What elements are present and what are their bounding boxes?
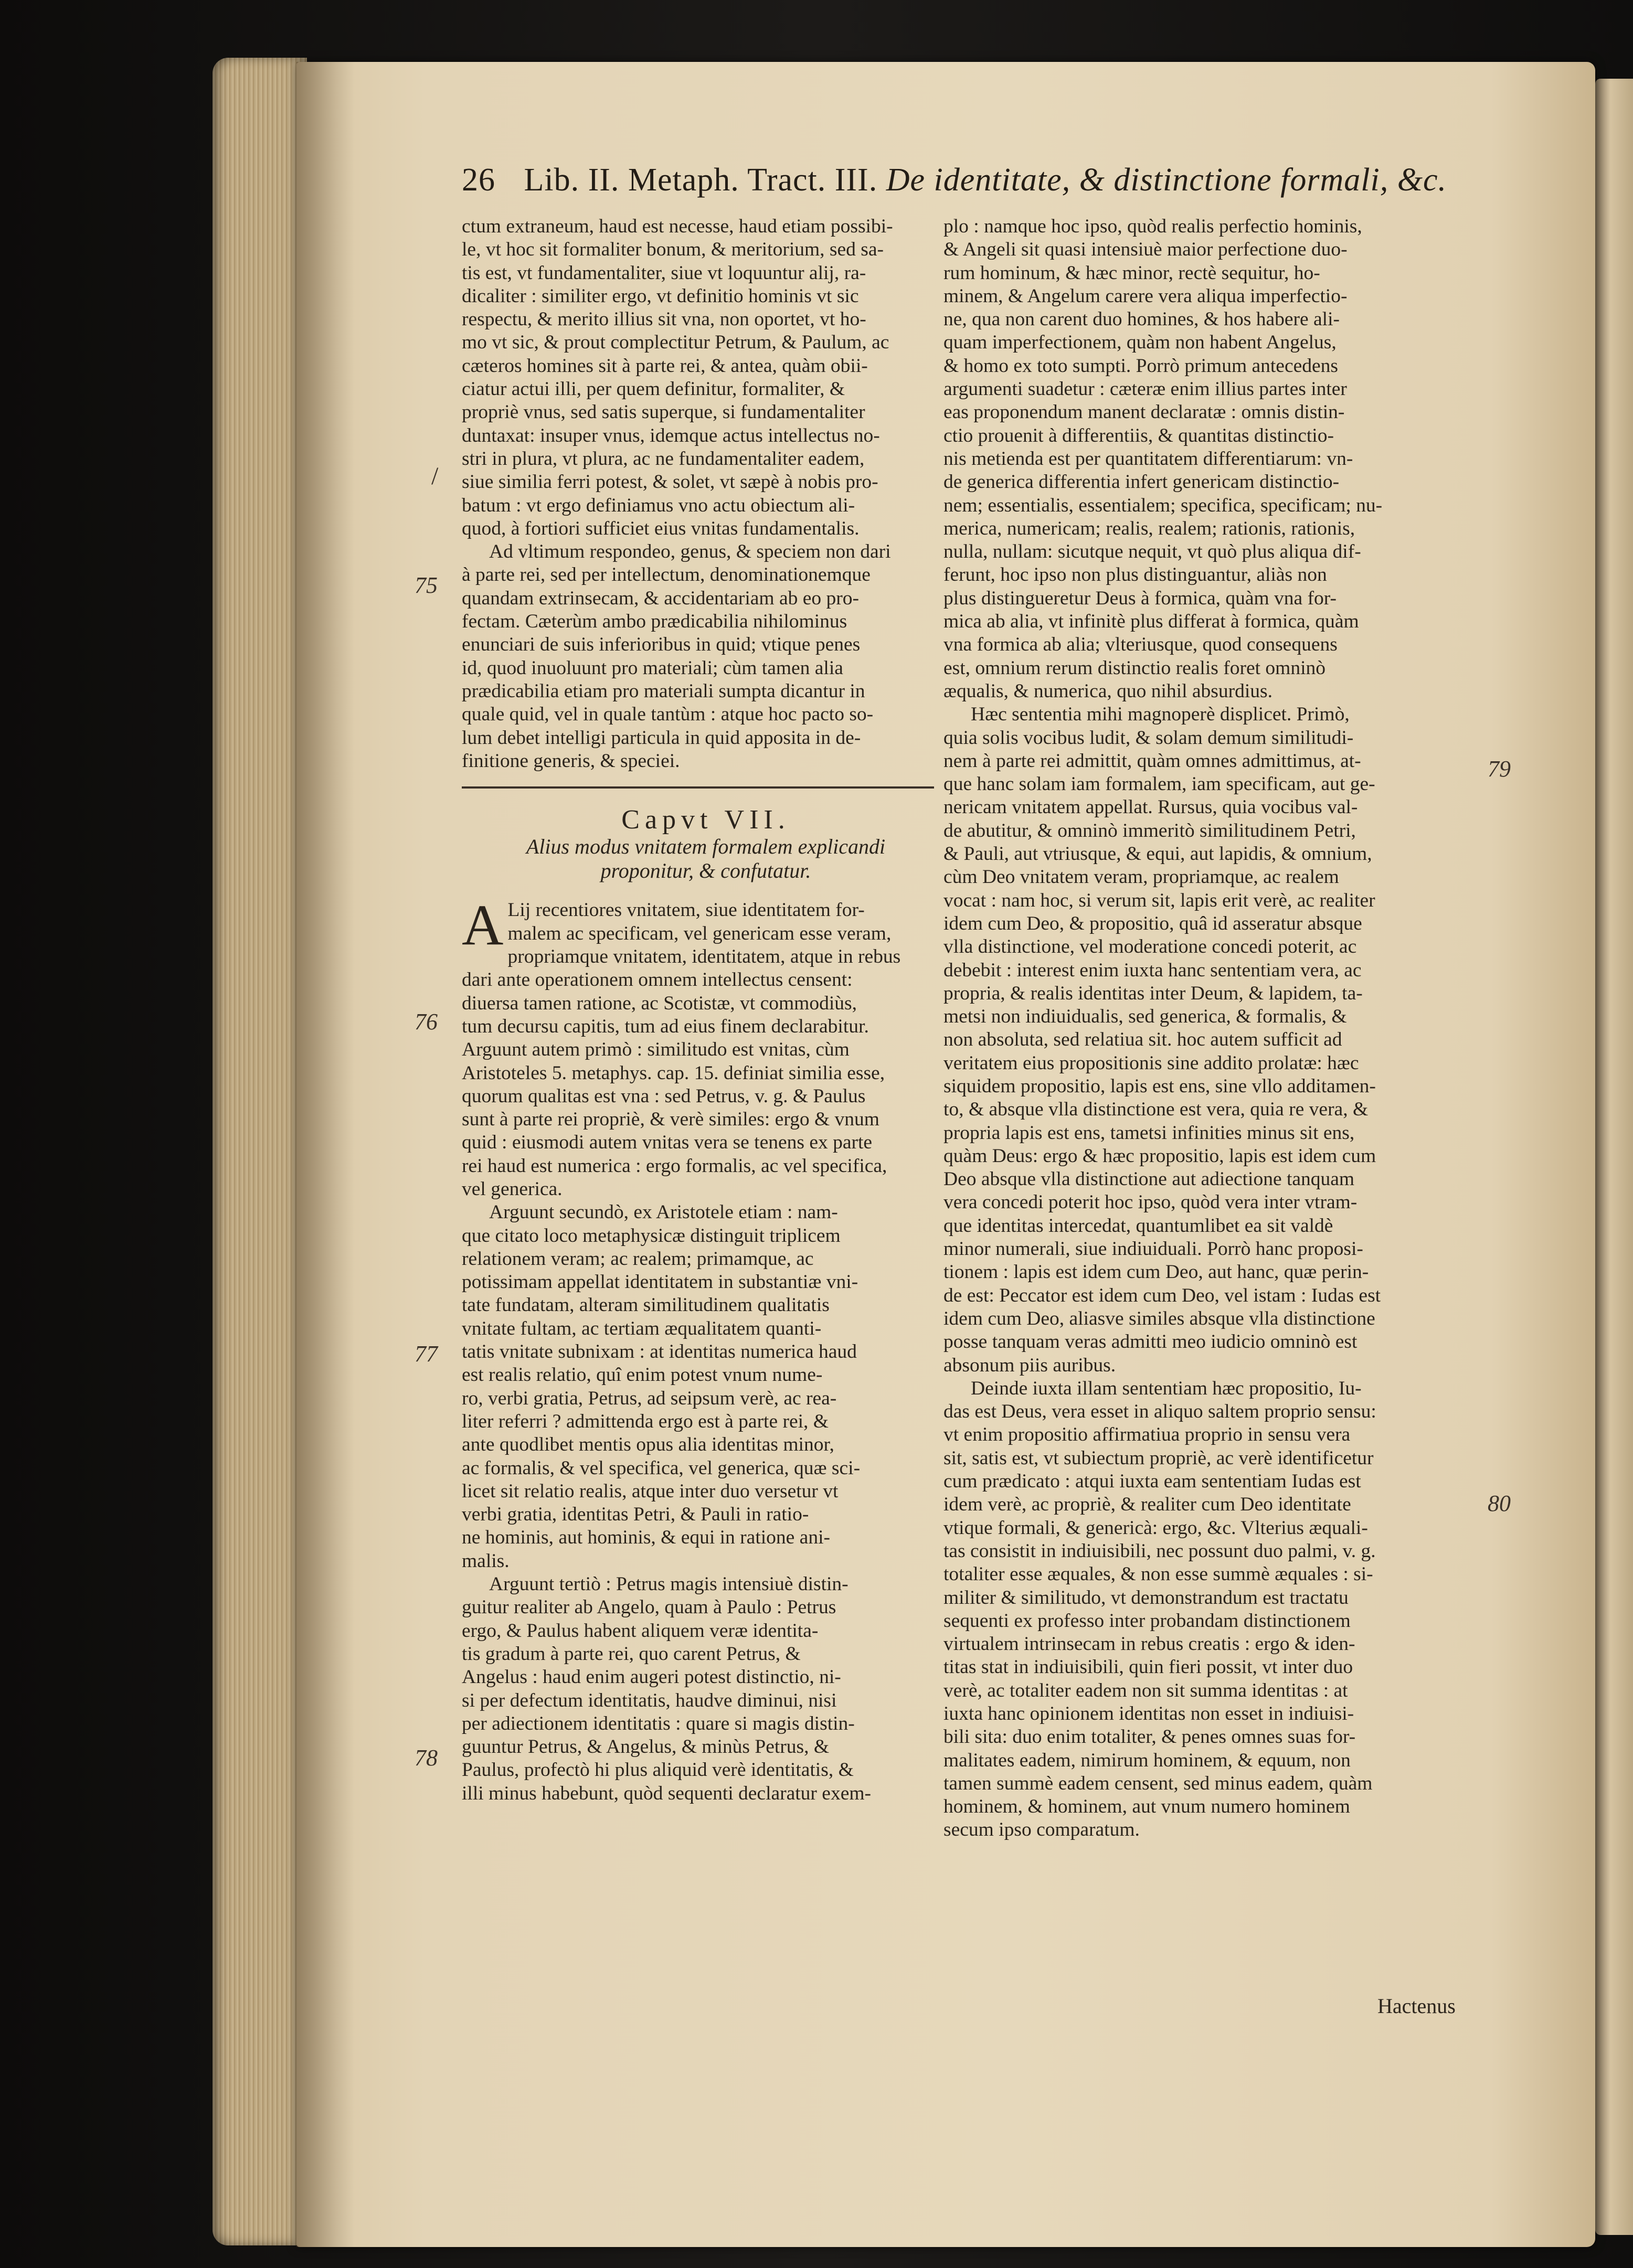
- text-line: metsi non indiuidualis, sed generica, & formalis, &: [943, 1006, 1347, 1028]
- chapter-heading: Capvt VII.: [621, 805, 790, 835]
- chapter-subtitle-2: proponitur, & confutatur.: [600, 859, 811, 883]
- text-line: potissimam appellat identitatem in substantiæ vni-: [462, 1271, 858, 1293]
- text-line: virtualem intrinsecam in rebus creatis : ergo & iden-: [943, 1633, 1355, 1655]
- text-line: siue similia ferri potest, & solet, vt sæpè à nobis pro-: [462, 471, 878, 493]
- text-line: nis metienda est per quantitatem differentiarum: vn-: [943, 448, 1353, 470]
- margin-number-80: 80: [1488, 1490, 1511, 1516]
- text-line: plo : namque hoc ipso, quòd realis perfectio hominis,: [943, 216, 1362, 237]
- text-line: ne hominis, aut hominis, & equi in ratione ani-: [462, 1527, 830, 1549]
- text-line: tate fundatam, alteram similitudinem qualitatis: [462, 1294, 830, 1316]
- text-line: malis.: [462, 1550, 510, 1572]
- text-line: est realis relatio, quî enim potest vnum nume-: [462, 1364, 823, 1386]
- left-block-77: [462, 1201, 950, 1573]
- text-line: Ad vltimum respondeo, genus, & speciem non dari: [489, 541, 891, 563]
- text-line: ac formalis, & vel specifica, vel generica, quæ sci-: [462, 1457, 861, 1479]
- text-line: que hanc solam iam formalem, iam specificam, aut ge-: [943, 773, 1375, 795]
- text-line: Arguunt secundò, ex Aristotele etiam : nam-: [489, 1201, 838, 1223]
- text-line: & homo ex toto sumpti. Porrò primum antecedens: [943, 355, 1338, 377]
- text-line: to, & absque vlla distinctione est vera, quia re vera, &: [943, 1099, 1369, 1121]
- left-block-78: [462, 1573, 950, 1805]
- text-line: rei haud est numerica : ergo formalis, ac vel specifica,: [462, 1155, 887, 1177]
- text-line: siquidem propositio, lapis est ens, sine vllo additamen-: [943, 1075, 1376, 1097]
- text-line: Arguunt tertiò : Petrus magis intensiuè distin-: [489, 1573, 849, 1595]
- text-line: illi minus habebunt, quòd sequenti declaratur exem-: [462, 1782, 871, 1804]
- text-line: verbi gratia, identitas Petri, & Pauli in ratio-: [462, 1504, 809, 1526]
- text-line: vocat : nam hoc, si verum sit, lapis erit verè, ac realiter: [943, 889, 1375, 911]
- text-line: vtique formali, & genericà: ergo, &c. Vlterius æquali-: [943, 1517, 1368, 1539]
- text-line: vera concedi poterit hoc ipso, quòd vera inter vtram-: [943, 1191, 1358, 1213]
- text-line: à parte rei, sed per intellectum, denominationemque: [462, 564, 871, 586]
- text-line: ante quodlibet mentis opus alia identitas minor,: [462, 1434, 834, 1456]
- catchword: Hactenus: [1377, 1994, 1456, 2018]
- ink-mark: /: [431, 462, 439, 490]
- left-block-1: [462, 215, 950, 540]
- text-line: bili sita: duo enim totaliter, & penes omnes suas for-: [943, 1726, 1356, 1748]
- text-line: mo vt sic, & prout complectitur Petrum, & Paulum, ac: [462, 332, 889, 354]
- text-line: de est: Peccator est idem cum Deo, vel istam : Iudas est: [943, 1284, 1381, 1306]
- text-line: idem cum Deo, aliasve similes absque vlla distinctione: [943, 1307, 1375, 1329]
- text-line: absonum piis auribus.: [943, 1354, 1116, 1376]
- chapter-subtitle-1: Alius modus vnitatem formalem explicandi: [526, 835, 886, 859]
- text-line: quale quid, vel in quale tantùm : atque hoc pacto so-: [462, 704, 874, 726]
- text-line: id, quod inuoluunt pro materiali; cùm tamen alia: [462, 657, 843, 679]
- text-line: ro, verbi gratia, Petrus, ad seipsum verè, ac rea-: [462, 1387, 837, 1409]
- text-line: plus distingueretur Deus à formica, quàm vna for-: [943, 587, 1337, 609]
- text-line: & Pauli, aut vtriusque, & equi, aut lapidis, & omnium,: [943, 843, 1372, 865]
- text-line: cùm Deo vnitatem veram, propriamque, ac realem: [943, 866, 1339, 888]
- chapter-rule: [462, 786, 934, 789]
- text-line: idem verè, ac propriè, & realiter cum Deo identitate: [943, 1494, 1351, 1516]
- left-block-76: [462, 893, 950, 1201]
- text-line: cæteros homines sit à parte rei, & antea, quàm obii-: [462, 355, 868, 377]
- text-line: propria, & realis identitas inter Deum, & lapidem, ta-: [943, 982, 1363, 1004]
- text-line: ferunt, hoc ipso non plus distinguantur, aliàs non: [943, 564, 1327, 586]
- text-line: Hæc sententia mihi magnoperè displicet. Primò,: [971, 704, 1350, 726]
- book-page-edges: [213, 58, 307, 2245]
- text-line: Lij recentiores vnitatem, siue identitatem for-: [507, 899, 865, 921]
- left-block-75: [462, 540, 950, 773]
- text-line: relationem veram; ac realem; primamque, ac: [462, 1248, 814, 1270]
- text-line: æqualis, & numerica, quo nihil absurdius.: [943, 680, 1273, 702]
- running-head: [462, 162, 1490, 199]
- margin-number-77: 77: [415, 1341, 438, 1367]
- text-line: tis est, vt fundamentaliter, siue vt loquuntur alij, ra-: [462, 262, 866, 284]
- margin-number-76: 76: [415, 1009, 438, 1035]
- text-line: debebit : interest enim iuxta hanc sententiam vera, ac: [943, 959, 1362, 981]
- text-line: nulla, nullam: sicutque nequit, vt quò plus aliqua dif-: [943, 541, 1361, 563]
- text-line: de abutitur, & omninò immeritò similitudinem Petri,: [943, 819, 1356, 842]
- text-line: idem cum Deo, & propositio, quâ id asseratur absque: [943, 912, 1362, 934]
- text-line: nericam vnitatem appellat. Rursus, quia vocibus val-: [943, 796, 1358, 818]
- text-line: ctio prouenit à differentiis, & quantitas distinctio-: [943, 424, 1334, 446]
- text-line: Aristoteles 5. metaphys. cap. 15. definiat similia esse,: [462, 1062, 885, 1084]
- drop-cap: A: [462, 893, 504, 957]
- text-line: cum prædicato : atqui iuxta eam sententiam Iudas est: [943, 1471, 1361, 1493]
- left-column: [462, 215, 950, 1805]
- text-line: prædicabilia etiam pro materiali sumpta dicantur in: [462, 680, 865, 702]
- right-block-1: [943, 215, 1468, 703]
- text-line: vna formica ab alia; vlteriusque, quod consequens: [943, 634, 1338, 656]
- text-line: batum : vt ergo definiamus vno actu obiectum ali-: [462, 494, 855, 516]
- margin-number-79: 79: [1488, 756, 1511, 782]
- text-line: quod, à fortiori sufficiet eius vnitas fundamentalis.: [462, 517, 860, 539]
- text-line: verè, ac totaliter eadem non sit summa identitas : at: [943, 1679, 1348, 1701]
- text-line: nem; essentialis, essentialem; specifica, specificam; nu-: [943, 494, 1383, 516]
- margin-number-75: 75: [415, 572, 438, 598]
- text-line: duntaxat: insuper vnus, idemque actus intellectus no-: [462, 424, 880, 446]
- text-line: ctum extraneum, haud est necesse, haud etiam possibi-: [462, 216, 893, 237]
- text-line: Paulus, profectò hi plus aliquid verè identitatis, &: [462, 1759, 854, 1781]
- text-line: que identitas intercedat, quantumlibet ea sit valdè: [943, 1215, 1333, 1237]
- running-subtitle: De identitate, & distinctione formali, &c.: [886, 162, 1447, 198]
- text-line: guuntur Petrus, & Angelus, & minùs Petrus, &: [462, 1736, 830, 1758]
- text-line: quia solis vocibus ludit, & solam demum similitudi-: [943, 727, 1354, 749]
- text-line: iuxta hanc opinionem identitas non esset in indiuisi-: [943, 1703, 1354, 1724]
- text-line: das est Deus, vera esset in aliquo saltem proprio sensu:: [943, 1401, 1376, 1423]
- text-line: hominem, & hominem, aut vnum numero hominem: [943, 1796, 1350, 1818]
- text-line: Arguunt autem primò : similitudo est vnitas, cùm: [462, 1039, 850, 1061]
- text-line: quam imperfectionem, quàm non habent Angelus,: [943, 332, 1337, 354]
- text-line: sit, satis est, vt subiectum propriè, ac verè identificetur: [943, 1447, 1374, 1469]
- text-line: non absoluta, sed relatiua sit. hoc autem sufficit ad: [943, 1029, 1342, 1051]
- text-line: enunciari de suis inferioribus in quid; vtique penes: [462, 634, 861, 656]
- text-line: Angelus : haud enim augeri potest distinctio, ni-: [462, 1666, 841, 1688]
- margin-number-78: 78: [415, 1745, 438, 1771]
- text-line: ciatur actui illi, per quem definitur, formaliter, &: [462, 378, 845, 400]
- text-line: malem ac specificam, vel genericam esse veram,: [507, 922, 892, 944]
- text-line: diuersa tamen ratione, ac Scotistæ, vt commodiùs,: [462, 992, 857, 1014]
- page-number: 26: [462, 162, 495, 198]
- text-line: dari ante operationem omnem intellectus censent:: [462, 969, 853, 991]
- text-line: argumenti suadetur : cæteræ enim illius partes inter: [943, 378, 1347, 400]
- text-line: lum debet intelligi particula in quid apposita in de-: [462, 727, 861, 749]
- text-line: tionem : lapis est idem cum Deo, aut hanc, quæ perin-: [943, 1261, 1369, 1283]
- text-line: propriè vnus, sed satis superque, si fundamentaliter: [462, 401, 865, 423]
- text-line: minem, & Angelum carere vera aliqua imperfectio-: [943, 285, 1348, 307]
- text-line: tamen summè eadem censent, sed minus eadem, quàm: [943, 1772, 1373, 1794]
- right-block-80: [943, 1377, 1468, 1842]
- text-line: sunt à parte rei propriè, & verè similes: ergo & vnum: [462, 1109, 879, 1131]
- text-line: militer & similitudo, vt demonstrandum est tractatu: [943, 1586, 1349, 1609]
- text-line: liter referri ? admittenda ergo est à parte rei, &: [462, 1410, 829, 1432]
- text-line: Deinde iuxta illam sententiam hæc propositio, Iu-: [971, 1377, 1362, 1399]
- text-line: rum hominum, & hæc minor, rectè sequitur, ho-: [943, 262, 1320, 284]
- text-line: est, omnium rerum distinctio realis foret omninò: [943, 657, 1326, 679]
- text-line: propria lapis est ens, tametsi infinities minus sit ens,: [943, 1122, 1355, 1144]
- text-line: eas proponendum manent declaratæ : omnis distin-: [943, 401, 1345, 423]
- text-line: nem à parte rei admittit, quàm omnes admittimus, at-: [943, 750, 1361, 772]
- text-line: le, vt hoc sit formaliter bonum, & meritorium, sed sa-: [462, 239, 884, 261]
- text-line: fectam. Cæterùm ambo prædicabilia nihilominus: [462, 611, 847, 633]
- text-line: quandam extrinsecam, & accidentariam ab eo pro-: [462, 587, 859, 609]
- text-line: tas consistit in indiuisibili, nec possunt duo palmi, v. g.: [943, 1540, 1376, 1562]
- text-line: si per defectum identitatis, haudve diminui, nisi: [462, 1689, 837, 1711]
- text-line: ergo, & Paulus habent aliquem veræ identita-: [462, 1620, 819, 1642]
- text-line: finitione generis, & speciei.: [462, 750, 680, 772]
- text-line: vnitate fultam, ac tertiam æqualitatem quanti-: [462, 1317, 822, 1339]
- text-line: quàm Deus: ergo & hæc propositio, lapis est idem cum: [943, 1145, 1376, 1167]
- running-title: Lib. II. Metaph. Tract. III.: [524, 162, 878, 198]
- text-line: dicaliter : similiter ergo, vt definitio hominis vt sic: [462, 285, 859, 307]
- text-line: per adiectionem identitatis : quare si magis distin-: [462, 1712, 855, 1734]
- text-line: secum ipso comparatum.: [943, 1819, 1140, 1841]
- text-line: propriamque vnitatem, identitatem, atque in rebus: [507, 946, 901, 968]
- text-line: sequenti ex professo inter probandam distinctionem: [943, 1610, 1351, 1632]
- right-block-79: [943, 703, 1468, 1377]
- text-line: ne, qua non carent duo homines, & hos habere ali-: [943, 308, 1340, 331]
- text-line: quid : eiusmodi autem vnitas vera se tenens ex parte: [462, 1132, 873, 1154]
- text-line: stri in plura, vt plura, ac ne fundamentaliter eadem,: [462, 448, 865, 470]
- facing-page-edge: [1595, 79, 1633, 2235]
- text-line: tis gradum à parte rei, quo carent Petrus, &: [462, 1643, 801, 1665]
- text-line: que citato loco metaphysicæ distinguit triplicem: [462, 1224, 841, 1247]
- text-line: vel generica.: [462, 1178, 563, 1200]
- text-line: respectu, & merito illius sit vna, non oportet, vt ho-: [462, 308, 866, 331]
- text-line: titas stat in indiuisibili, quin fieri possit, vt inter duo: [943, 1656, 1353, 1678]
- gutter-shadow: [296, 62, 354, 2247]
- text-line: posse tanquam veras admitti meo iudicio omninò est: [943, 1331, 1358, 1353]
- text-line: tatis vnitate subnixam : at identitas numerica haud: [462, 1341, 857, 1363]
- text-line: merica, numericam; realis, realem; rationis, rationis,: [943, 517, 1355, 539]
- text-line: licet sit relatio realis, atque inter duo versetur vt: [462, 1480, 839, 1502]
- text-line: totaliter esse æquales, & non esse summè æquales : si-: [943, 1563, 1373, 1585]
- text-line: quorum qualitas est vna : sed Petrus, v. g. & Paulus: [462, 1085, 866, 1107]
- text-line: vlla distinctione, vel moderatione concedi poterit, ac: [943, 936, 1357, 958]
- text-line: minor numerali, siue indiuiduali. Porrò hanc proposi-: [943, 1238, 1363, 1260]
- text-line: guitur realiter ab Angelo, quam à Paulo : Petrus: [462, 1596, 836, 1619]
- text-line: malitates eadem, nimirum hominem, & equum, non: [943, 1749, 1351, 1771]
- text-line: Deo absque vlla distinctione aut adiectione tanquam: [943, 1168, 1355, 1190]
- text-line: tum decursu capitis, tum ad eius finem declarabitur.: [462, 1015, 869, 1037]
- text-line: de generica differentia infert genericam distinctio-: [943, 471, 1340, 493]
- text-line: & Angeli sit quasi intensiuè maior perfectione duo-: [943, 239, 1348, 261]
- text-line: vt enim propositio affirmatiua proprio in sensu vera: [943, 1424, 1351, 1446]
- text-line: mica ab alia, vt infinitè plus differat à formica, quàm: [943, 611, 1359, 633]
- text-line: veritatem eius propositionis sine addito prolatæ: hæc: [943, 1052, 1359, 1074]
- right-column: [943, 215, 1468, 1842]
